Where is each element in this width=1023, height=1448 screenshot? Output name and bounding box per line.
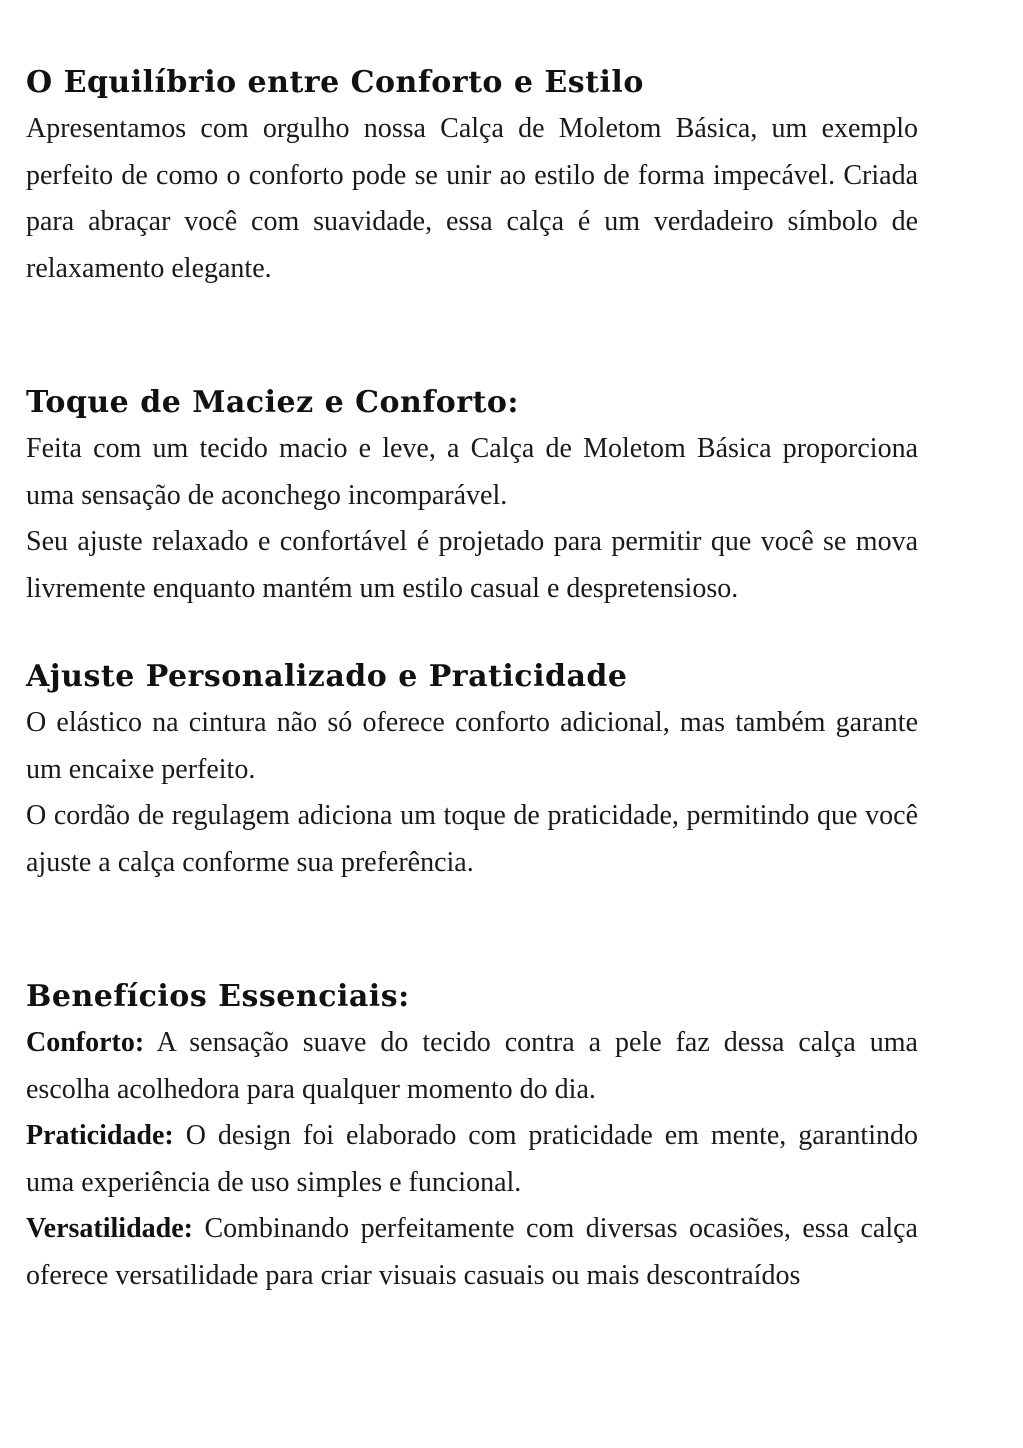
section-heading: O Equilíbrio entre Conforto e Estilo <box>26 65 644 100</box>
benefit-label: Praticidade: <box>26 1120 174 1151</box>
benefit-item-conforto <box>26 1020 918 1113</box>
section-spacer <box>26 292 918 380</box>
benefit-text: A sensação suave do tecido contra a pele faz dessa calça uma escolha acolhedora para qualquer momento do dia. <box>26 1027 918 1105</box>
section-spacer <box>26 612 918 654</box>
benefit-label: Conforto: <box>26 1027 145 1058</box>
section-heading: Ajuste Personalizado e Praticidade <box>26 659 628 694</box>
section-paragraph: O cordão de regulagem adiciona um toque de praticidade, permitindo que você ajuste a calça conforme sua preferência. <box>26 800 918 878</box>
section-paragraph: Apresentamos com orgulho nossa Calça de Moletom Básica, um exemplo perfeito de como o conforto pode se unir ao estilo de forma impecável. Criada para abraçar você com suavidade, essa calça é um verdadeiro símbolo de relaxamento elegante. <box>26 113 918 284</box>
section-toque-maciez <box>26 380 918 612</box>
benefit-item-versatilidade <box>26 1206 918 1299</box>
section-heading: Toque de Maciez e Conforto: <box>26 385 519 420</box>
section-paragraph: Seu ajuste relaxado e confortável é projetado para permitir que você se mova livremente enquanto mantém um estilo casual e despretensioso. <box>26 526 918 604</box>
section-beneficios <box>26 974 918 1299</box>
section-spacer <box>26 886 918 974</box>
section-equilibrio <box>26 60 918 292</box>
section-ajuste <box>26 654 918 886</box>
benefit-item-praticidade <box>26 1113 918 1206</box>
benefit-label: Versatilidade: <box>26 1213 193 1244</box>
section-paragraph: Feita com um tecido macio e leve, a Calça de Moletom Básica proporciona uma sensação de aconchego incomparável. <box>26 433 918 511</box>
section-paragraph: O elástico na cintura não só oferece conforto adicional, mas também garante um encaixe perfeito. <box>26 707 918 785</box>
section-heading: Benefícios Essenciais: <box>26 979 410 1014</box>
benefit-text: Combinando perfeitamente com diversas ocasiões, essa calça oferece versatilidade para criar visuais casuais ou mais descontraídos <box>26 1213 918 1291</box>
benefit-text: O design foi elaborado com praticidade em mente, garantindo uma experiência de uso simples e funcional. <box>26 1120 918 1198</box>
product-description <box>26 60 918 1299</box>
